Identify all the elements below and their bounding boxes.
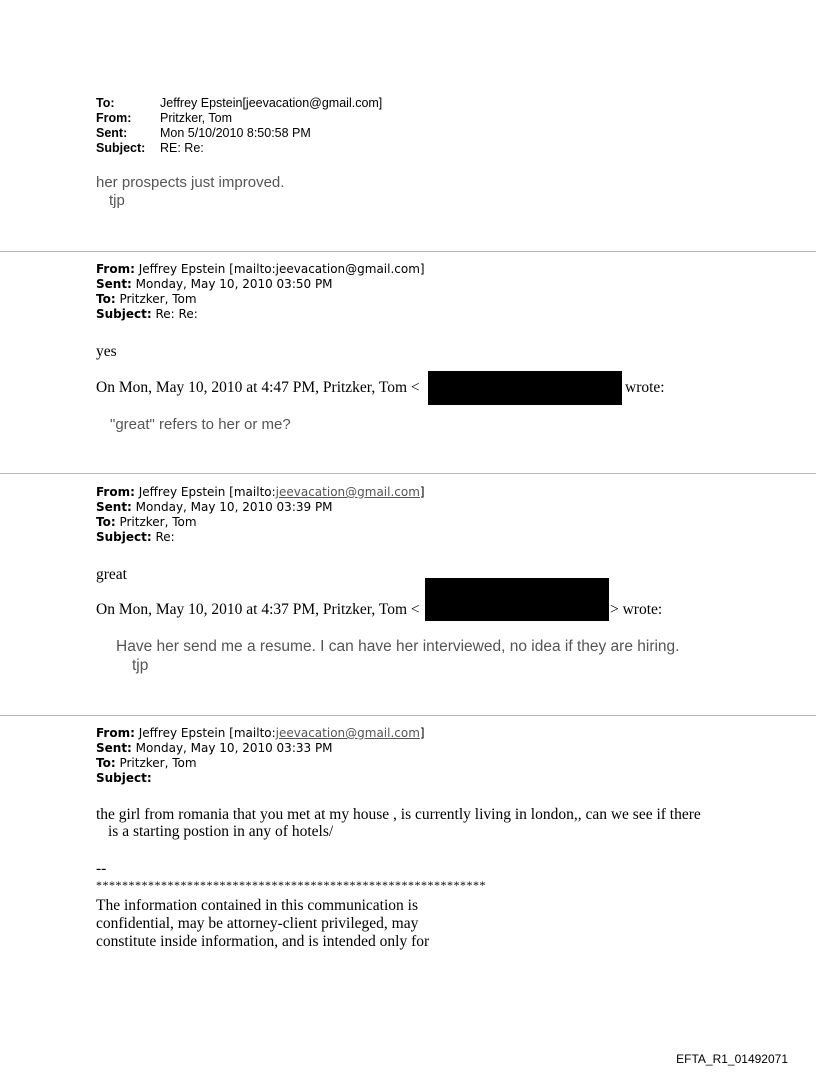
email3-quote-intro: On Mon, May 10, 2010 at 4:37 PM, Pritzker, Tom < xyxy=(96,601,420,618)
subject-label: Subject: xyxy=(96,307,152,321)
email-link[interactable]: jeevacation@gmail.com xyxy=(275,726,420,740)
from-label: From: xyxy=(96,485,135,499)
to-value: Pritzker, Tom xyxy=(115,756,197,770)
separator-2 xyxy=(0,473,816,474)
email3-header xyxy=(96,485,425,545)
email2-quote-intro: On Mon, May 10, 2010 at 4:47 PM, Pritzker, Tom < xyxy=(96,379,420,396)
subject-label: Subject: xyxy=(96,771,152,785)
redaction-box xyxy=(428,371,622,405)
subject-value: Re: Re: xyxy=(151,307,198,321)
to-value: Pritzker, Tom xyxy=(115,292,197,306)
to-value: Jeffrey Epstein[jeevacation@gmail.com] xyxy=(160,96,383,110)
sent-value: Monday, May 10, 2010 03:33 PM xyxy=(131,741,333,755)
email1-body-line1: her prospects just improved. xyxy=(96,174,285,191)
subject-label: Subject: xyxy=(96,141,146,155)
email1-body-line2: tjp xyxy=(109,192,125,209)
from-value: Jeffrey Epstein [mailto:jeevacation@gmail.com] xyxy=(134,262,425,276)
to-label: To: xyxy=(96,756,116,770)
separator-1 xyxy=(0,251,816,252)
separator-3 xyxy=(0,715,816,716)
signature-stars: ************************************************************ xyxy=(96,878,486,892)
to-value: Pritzker, Tom xyxy=(115,515,197,529)
email4-body-line1: the girl from romania that you met at my house , is currently living in london,, can we see if there xyxy=(96,806,701,823)
email4-body-line2: is a starting postion in any of hotels/ xyxy=(108,823,334,840)
email2-reply: yes xyxy=(96,343,117,360)
subject-value: RE: Re: xyxy=(160,141,204,155)
sent-value: Monday, May 10, 2010 03:50 PM xyxy=(131,277,333,291)
disclaimer-line: confidential, may be attorney-client privileged, may xyxy=(96,915,419,932)
email2-quoted-text: "great" refers to her or me? xyxy=(110,416,291,433)
redaction-box xyxy=(425,578,609,621)
from-suffix: ] xyxy=(419,726,425,740)
sent-label: Sent: xyxy=(96,741,132,755)
email3-quoted-line1: Have her send me a resume. I can have her interviewed, no idea if they are hiring. xyxy=(116,638,680,655)
disclaimer-line: The information contained in this communication is xyxy=(96,897,418,914)
email4-header xyxy=(96,726,425,786)
disclaimer-line: constitute inside information, and is intended only for xyxy=(96,933,430,950)
to-label: To: xyxy=(96,292,116,306)
email3-quote-wrote: > wrote: xyxy=(610,601,663,618)
from-value: Pritzker, Tom xyxy=(160,111,233,125)
sent-label: Sent: xyxy=(96,500,132,514)
document-id: EFTA_R1_01492071 xyxy=(676,1052,788,1066)
subject-label: Subject: xyxy=(96,530,152,544)
email1-header xyxy=(96,96,382,156)
from-label: From: xyxy=(96,262,135,276)
from-label: From: xyxy=(96,111,132,125)
to-label: To: xyxy=(96,96,115,110)
subject-value: Re: xyxy=(151,530,175,544)
from-label: From: xyxy=(96,726,135,740)
email3-reply: great xyxy=(96,566,127,583)
email-link[interactable]: jeevacation@gmail.com xyxy=(275,485,420,499)
from-prefix: Jeffrey Epstein [mailto: xyxy=(134,726,276,740)
to-label: To: xyxy=(96,515,116,529)
sent-label: Sent: xyxy=(96,277,132,291)
signature-dash: -- xyxy=(96,860,107,877)
from-prefix: Jeffrey Epstein [mailto: xyxy=(134,485,276,499)
sent-value: Mon 5/10/2010 8:50:58 PM xyxy=(160,126,311,140)
email3-quoted-line2: tjp xyxy=(132,657,149,674)
disclaimer xyxy=(96,897,429,951)
sent-value: Monday, May 10, 2010 03:39 PM xyxy=(131,500,333,514)
sent-label: Sent: xyxy=(96,126,128,140)
email2-header xyxy=(96,262,425,322)
email2-quote-wrote: wrote: xyxy=(625,379,665,396)
from-suffix: ] xyxy=(419,485,425,499)
